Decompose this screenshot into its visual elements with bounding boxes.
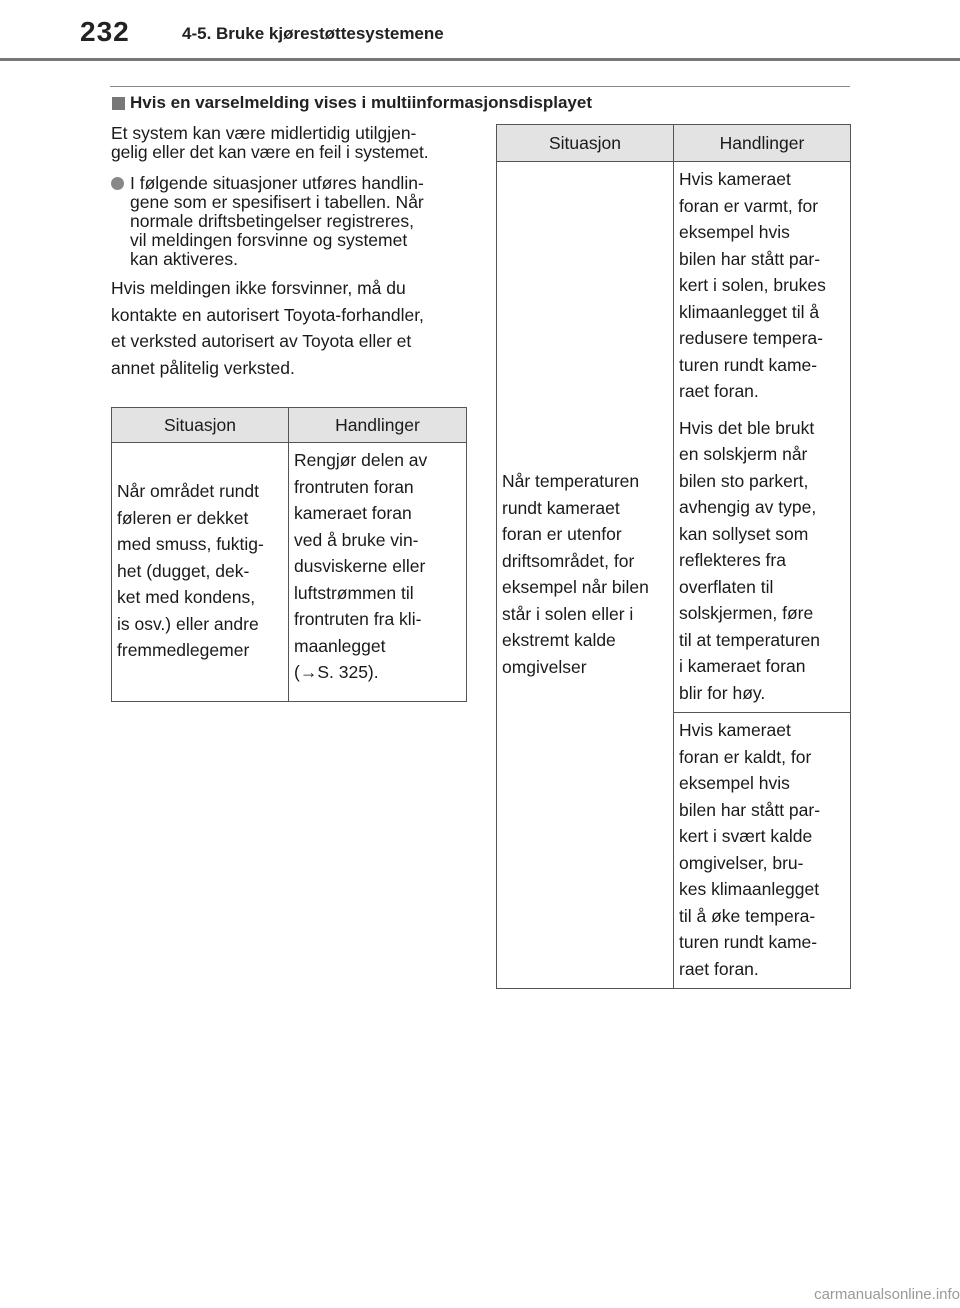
bullet-item bbox=[111, 174, 467, 269]
table-header-row bbox=[497, 125, 851, 162]
contact-paragraph: Hvis meldingen ikke forsvinner, må du kontakte en autorisert Toyota-forhandler, et verksted autorisert av Toyota eller et annet pålitelig verksted. bbox=[111, 278, 424, 378]
action-cell: Rengjør delen av frontruten foran kameraet foran ved å bruke vin- dusviskerne eller luftstrømmen til frontruten fra kli- maanlegget (→S. 325). bbox=[289, 443, 467, 702]
header-divider bbox=[0, 58, 960, 61]
table-row bbox=[497, 162, 851, 411]
situation-cell: Når temperaturen rundt kameraet foran er utenfor driftsområdet, for eksempel når bilen står i solen eller i ekstremt kalde omgivelser bbox=[497, 162, 674, 989]
action-cell: Hvis det ble brukt en solskjerm når bilen sto parkert, avhengig av type, kan sollyset som reflekteres fra overflaten til solskjermen, føre til at temperaturen i kameraet foran blir for høy. bbox=[674, 411, 851, 713]
square-bullet-icon bbox=[112, 97, 125, 110]
footer-watermark: carmanualsonline.info bbox=[814, 1286, 960, 1303]
intro-line-1: Et system kan være midlertidig utilgjen- bbox=[111, 123, 417, 143]
situation-table-1 bbox=[111, 407, 467, 702]
page-number: 232 bbox=[80, 16, 130, 47]
column-header-situation: Situasjon bbox=[497, 125, 674, 162]
situation-table-2 bbox=[496, 124, 851, 989]
table-row bbox=[112, 443, 467, 702]
column-header-actions: Handlinger bbox=[289, 408, 467, 443]
intro-line-2: gelig eller det kan være en feil i systemet. bbox=[111, 142, 429, 162]
column-header-actions: Handlinger bbox=[674, 125, 851, 162]
section-divider bbox=[110, 86, 850, 87]
table-header-row bbox=[112, 408, 467, 443]
chapter-title: 4-5. Bruke kjørestøttesystemene bbox=[182, 24, 444, 43]
circle-bullet-icon bbox=[111, 177, 124, 190]
section-heading-text: Hvis en varselmelding vises i multiinformasjonsdisplayet bbox=[130, 93, 592, 112]
section-heading bbox=[112, 93, 592, 113]
action-cell: Hvis kameraet foran er kaldt, for eksempel hvis bilen har stått par- kert i svært kalde omgivelser, bru- kes klimaanlegget til å øke tempera- turen rundt kame- raet foran. bbox=[674, 713, 851, 989]
column-header-situation: Situasjon bbox=[112, 408, 289, 443]
situation-cell: Når området rundt føleren er dekket med smuss, fuktig- het (dugget, dek- ket med kondens, is osv.) eller andre fremmedlegemer bbox=[112, 443, 289, 702]
left-column bbox=[111, 124, 467, 381]
bullet-text: I følgende situasjoner utføres handlin- gene som er spesifisert i tabellen. Når normale driftsbetingelser registreres, vil meldingen forsvinne og systemet kan aktiveres. bbox=[130, 173, 424, 269]
action-cell: Hvis kameraet foran er varmt, for eksempel hvis bilen har stått par- kert i solen, brukes klimaanlegget til å redusere tempera- turen rundt kame- raet foran. bbox=[674, 162, 851, 411]
